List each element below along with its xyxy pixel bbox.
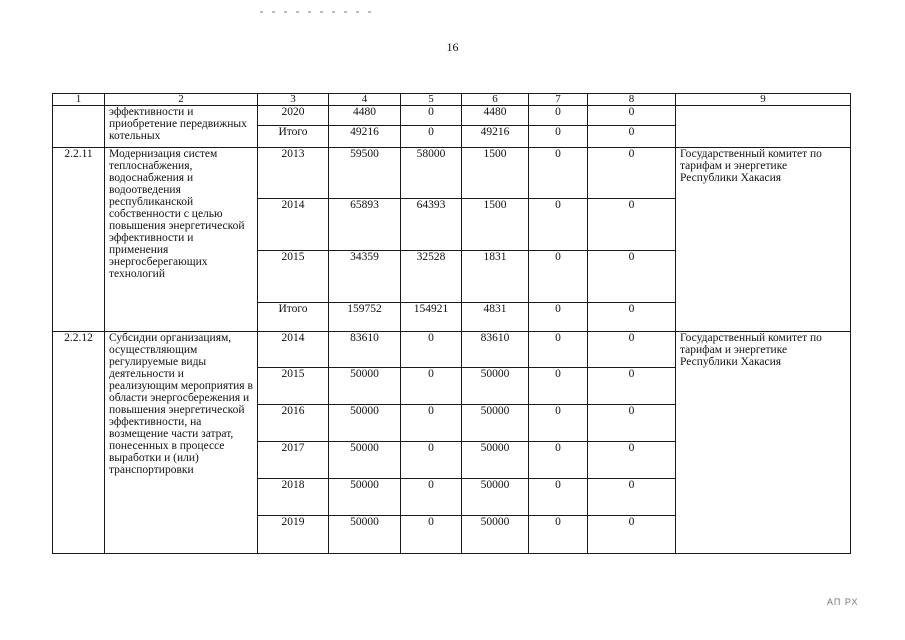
value-cell: 50000 — [329, 442, 401, 479]
value-cell: 0 — [401, 126, 462, 148]
item-name: Субсидии организациям, осуществляющим регулируемые виды деятельности и реализующим мероприятия в области энергосбережения и повышения энергетической эффективности, на возмещение части затрат, понесенных в процессе выработки и (или) транспортировки — [105, 332, 258, 554]
column-header: 1 — [53, 94, 105, 106]
value-cell: 154921 — [401, 303, 462, 332]
value-cell: 50000 — [329, 479, 401, 516]
year-cell: 2016 — [258, 405, 329, 442]
value-cell: 0 — [529, 126, 588, 148]
scan-marks — [260, 0, 460, 4]
header-row — [53, 94, 851, 106]
value-cell: 0 — [529, 442, 588, 479]
value-cell: 65893 — [329, 199, 401, 251]
column-header: 5 — [401, 94, 462, 106]
year-cell: 2014 — [258, 332, 329, 368]
value-cell: 49216 — [462, 126, 529, 148]
value-cell: 1500 — [462, 148, 529, 199]
value-cell: 0 — [588, 479, 676, 516]
value-cell: 50000 — [462, 442, 529, 479]
value-cell: 50000 — [462, 405, 529, 442]
value-cell: 64393 — [401, 199, 462, 251]
item-number: 2.2.11 — [53, 148, 105, 332]
item-name: эффективности и приобретение передвижных котельных — [105, 106, 258, 148]
executor-cell: Государственный комитет по тарифам и энергетике Республики Хакасия — [676, 332, 851, 554]
value-cell: 0 — [588, 199, 676, 251]
year-cell: 2015 — [258, 368, 329, 405]
table-row — [53, 106, 851, 126]
value-cell: 0 — [588, 251, 676, 303]
value-cell: 0 — [529, 251, 588, 303]
item-number: 2.2.12 — [53, 332, 105, 554]
page-number: 16 — [446, 40, 459, 54]
column-header: 6 — [462, 94, 529, 106]
value-cell: 4480 — [462, 106, 529, 126]
executor-cell: Государственный комитет по тарифам и энергетике Республики Хакасия — [676, 148, 851, 332]
executor-cell — [676, 106, 851, 148]
value-cell: 83610 — [462, 332, 529, 368]
value-cell: 0 — [401, 479, 462, 516]
value-cell: 49216 — [329, 126, 401, 148]
value-cell: 0 — [588, 126, 676, 148]
value-cell: 0 — [529, 368, 588, 405]
year-cell: 2017 — [258, 442, 329, 479]
value-cell: 0 — [401, 106, 462, 126]
value-cell: 59500 — [329, 148, 401, 199]
value-cell: 50000 — [329, 368, 401, 405]
table-row — [53, 332, 851, 368]
value-cell: 0 — [401, 332, 462, 368]
value-cell: 0 — [529, 405, 588, 442]
value-cell: 0 — [529, 332, 588, 368]
year-cell: 2015 — [258, 251, 329, 303]
value-cell: 159752 — [329, 303, 401, 332]
value-cell: 0 — [401, 405, 462, 442]
value-cell: 50000 — [329, 405, 401, 442]
value-cell: 0 — [529, 516, 588, 554]
value-cell: 83610 — [329, 332, 401, 368]
value-cell: 0 — [401, 516, 462, 554]
year-cell: 2013 — [258, 148, 329, 199]
value-cell: 0 — [588, 516, 676, 554]
year-cell: Итого — [258, 126, 329, 148]
column-header: 2 — [105, 94, 258, 106]
value-cell: 0 — [529, 479, 588, 516]
value-cell: 0 — [588, 405, 676, 442]
year-cell: 2020 — [258, 106, 329, 126]
value-cell: 0 — [401, 442, 462, 479]
item-number — [53, 106, 105, 148]
value-cell: 0 — [529, 303, 588, 332]
value-cell: 4480 — [329, 106, 401, 126]
column-header: 8 — [588, 94, 676, 106]
column-header: 9 — [676, 94, 851, 106]
year-cell: 2014 — [258, 199, 329, 251]
value-cell: 58000 — [401, 148, 462, 199]
value-cell: 0 — [529, 199, 588, 251]
column-header: 4 — [329, 94, 401, 106]
table-row — [53, 148, 851, 199]
value-cell: 0 — [529, 106, 588, 126]
program-table — [52, 93, 851, 554]
value-cell: 34359 — [329, 251, 401, 303]
value-cell: 50000 — [462, 368, 529, 405]
value-cell: 0 — [588, 148, 676, 199]
value-cell: 0 — [588, 442, 676, 479]
year-cell: 2019 — [258, 516, 329, 554]
column-header: 3 — [258, 94, 329, 106]
column-header: 7 — [529, 94, 588, 106]
value-cell: 0 — [588, 106, 676, 126]
value-cell: 0 — [529, 148, 588, 199]
value-cell: 50000 — [462, 479, 529, 516]
value-cell: 1831 — [462, 251, 529, 303]
value-cell: 32528 — [401, 251, 462, 303]
value-cell: 1500 — [462, 199, 529, 251]
year-cell: 2018 — [258, 479, 329, 516]
value-cell: 4831 — [462, 303, 529, 332]
value-cell: 0 — [401, 368, 462, 405]
footer-stamp: АП РХ — [827, 597, 859, 607]
value-cell: 0 — [588, 303, 676, 332]
item-name: Модернизация систем теплоснабжения, водоснабжения и водоотведения республиканской собственности с целью повышения энергетической эффективности и применения энергосберегающих технологий — [105, 148, 258, 332]
year-cell: Итого — [258, 303, 329, 332]
value-cell: 0 — [588, 368, 676, 405]
value-cell: 0 — [588, 332, 676, 368]
value-cell: 50000 — [329, 516, 401, 554]
value-cell: 50000 — [462, 516, 529, 554]
